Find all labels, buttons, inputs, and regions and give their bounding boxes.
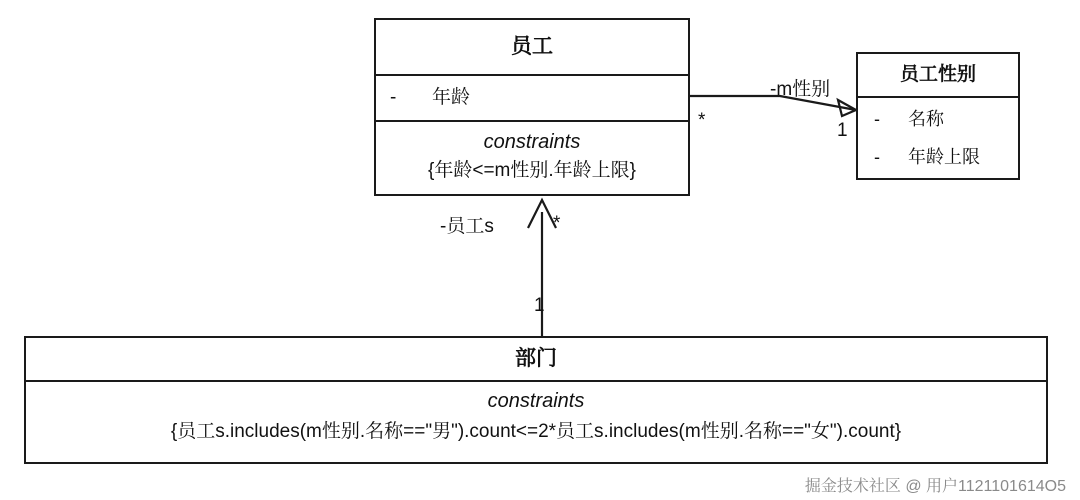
class-box-employee-gender[interactable] bbox=[856, 52, 1020, 180]
constraints-label: constraints bbox=[483, 131, 581, 153]
edge-multiplicity-employee-end: * bbox=[553, 213, 561, 234]
attribute-name: 名称 bbox=[908, 109, 944, 129]
attribute-name: 年龄上限 bbox=[908, 147, 980, 167]
edge-role-label-employees: -员工s bbox=[440, 216, 494, 237]
edge-role-label-m-gender: -m性别 bbox=[770, 79, 831, 100]
constraints-body: {年龄<=m性别.年龄上限} bbox=[428, 160, 636, 181]
class-name-employee: 员工 bbox=[511, 35, 553, 58]
class-box-department[interactable] bbox=[24, 336, 1048, 464]
class-constraints-employee bbox=[376, 120, 688, 186]
attribute-visibility: - bbox=[874, 147, 880, 167]
edge-multiplicity-employee-side: * bbox=[698, 110, 706, 131]
attribute-visibility: - bbox=[874, 109, 880, 129]
attribute-visibility: - bbox=[390, 87, 397, 108]
class-attributes-employee bbox=[376, 74, 688, 120]
attribute-row bbox=[858, 100, 1018, 138]
edge-multiplicity-gender-side: 1 bbox=[837, 120, 848, 141]
class-attributes-employee-gender bbox=[858, 96, 1018, 176]
class-name-department: 部门 bbox=[515, 347, 557, 370]
edge-multiplicity-department-end: 1 bbox=[534, 295, 545, 316]
class-box-employee[interactable] bbox=[374, 18, 690, 196]
class-constraints-department bbox=[26, 380, 1046, 448]
constraints-label: constraints bbox=[487, 390, 585, 412]
constraints-body: {员工s.includes(m性别.名称=="男").count<=2*员工s.includes(m性别.名称=="女").count} bbox=[170, 421, 902, 442]
attribute-row bbox=[376, 76, 688, 120]
attribute-name: 年龄 bbox=[432, 87, 471, 108]
attribute-row bbox=[858, 138, 1018, 176]
class-name-employee-gender: 员工性别 bbox=[899, 64, 976, 85]
watermark: 掘金技术社区 @ 用户1121101614O5 bbox=[804, 478, 1066, 495]
